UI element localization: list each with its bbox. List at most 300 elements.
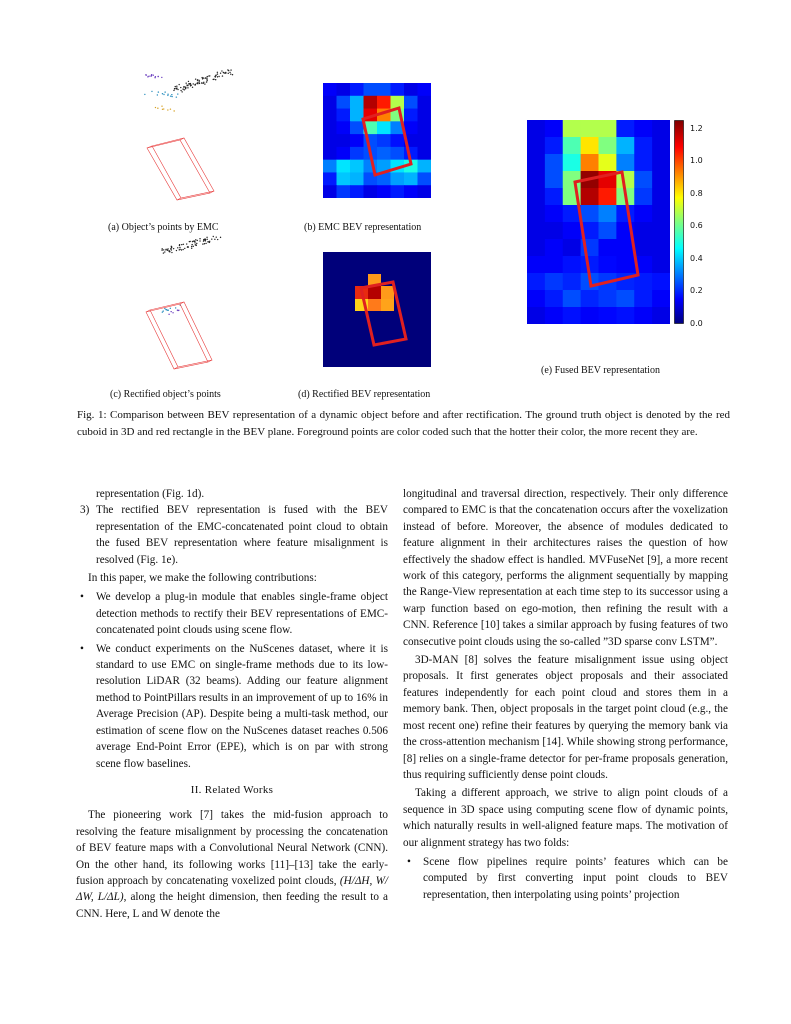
point [188,81,189,82]
heatmap-cell [634,222,652,240]
point [228,73,229,74]
point [176,87,177,88]
point [202,243,203,244]
point [193,83,194,84]
point [163,310,164,311]
point [197,80,198,81]
heatmap-cell [377,96,391,109]
point [172,312,173,313]
heatmap-cell [599,256,617,274]
heatmap-cell [350,160,364,173]
heatmap-cell [634,120,652,138]
heatmap-cell [527,171,545,189]
point [162,109,163,110]
point [157,76,158,77]
heatmap-cell [652,307,670,324]
heatmap-cell [323,147,337,160]
point [158,91,159,92]
heatmap-cell [350,83,364,96]
heatmap-cell [545,239,563,257]
heatmap-cell [337,109,351,122]
point [215,76,216,77]
heatmap-cell [337,172,351,185]
point [162,93,163,94]
point [204,83,205,84]
heatmap-cell [545,290,563,308]
heatmap-cell [323,185,337,198]
heatmap-cell [418,109,432,122]
list-marker: 3) [80,504,90,517]
point [217,72,218,73]
point [207,76,208,77]
heatmap-cell [652,239,670,257]
paragraph: longitudinal and traversal direction, respectively. Their only difference compared to EMC is that the concatenation occurs after the voxelization instead of before. Moreover, the absence of modules dedicated to feature alignment in their architectures raises the question of how effectively the shadow effect is handled. MVFuseNet [9], a more recent work of this category, performs the alignment sequentially by mapping the Range-View representation at each time step to its successor using a warp function based on ego-motion, then refining the result with a CNN. Reference [10] takes a similar approach by fusing features of two consecutive point clouds using the so-called ”3D sparse conv LSTM”. [403,488,728,648]
heatmap-cell [581,120,599,138]
point [191,246,192,247]
point [178,310,179,311]
point [177,309,178,310]
figure-caption: Fig. 1: Comparison between BEV representation of a dynamic object before and after rectification. The ground truth object is denoted by the red cuboid in 3D and red rectangle in the BEV plane. Foreground points are color coded such that the hotter their color, the more recent they are. [77,409,730,438]
point [217,73,218,74]
heatmap-cell [616,154,634,172]
point [179,244,180,245]
heatmap-cell [350,121,364,134]
point [215,75,216,76]
heatmap-cell [418,160,432,173]
heatmap-cell [545,205,563,223]
point [175,86,176,87]
heatmap-cell [364,185,378,198]
point [171,96,172,97]
point [207,239,208,240]
point [221,70,222,71]
figure-c-points [140,232,250,382]
point [191,244,192,245]
heatmap-cell [563,137,581,155]
point [163,94,164,95]
heatmap-cell [545,154,563,172]
heatmap-cell [527,290,545,308]
heatmap-cell [418,83,432,96]
point [206,77,207,78]
heatmap-cell [652,137,670,155]
math-expression: (H/ΔH, W/ΔW, L/ΔL) [76,874,388,904]
heatmap-cell [634,137,652,155]
caption-e: (e) Fused BEV representation [541,365,660,376]
point [176,86,177,87]
point [170,108,171,109]
point [186,243,187,244]
point [155,107,156,108]
heatmap-cell [563,120,581,138]
point [199,238,200,239]
heatmap-cell [581,137,599,155]
point [181,244,182,245]
point [189,241,190,242]
section-heading: II. Related Works [190,783,274,796]
point [204,77,205,78]
caption-b: (b) EMC BEV representation [304,222,422,233]
point [176,250,177,251]
heatmap-cell [652,205,670,223]
heatmap-cell [545,188,563,206]
heatmap-cell [404,96,418,109]
heatmap-cell [545,222,563,240]
point [215,79,216,80]
heatmap-cell [545,120,563,138]
point [197,83,198,84]
point [195,239,196,240]
heatmap-cell [581,307,599,324]
point [208,75,209,76]
point [214,239,215,240]
heatmap-cell [350,96,364,109]
heatmap-cell [581,205,599,223]
heatmap-cell [364,96,378,109]
heatmap-cell [337,147,351,160]
figure-e-bev-heatmap [527,120,670,324]
heatmap-cell [418,147,432,160]
heatmap-cell [377,185,391,198]
figure-a-points [135,60,245,215]
point [218,76,219,77]
heatmap-cell [527,256,545,274]
heatmap-cell [323,121,337,134]
point [185,82,186,83]
point [181,91,182,92]
figure-d-bev-heatmap [323,252,431,367]
heatmap-cell [391,147,405,160]
heatmap-cell [599,239,617,257]
caption-a: (a) Object’s points by EMC [108,222,219,233]
heatmap-cell [634,239,652,257]
point [206,80,207,81]
heatmap-cell [323,160,337,173]
point [170,311,171,312]
point [171,252,172,253]
point [206,237,207,238]
point [203,240,204,241]
point [163,108,164,109]
point [195,78,196,79]
point [188,83,189,84]
point [163,249,164,250]
heatmap-cell [404,83,418,96]
point [216,236,217,237]
heatmap-cell [634,171,652,189]
heatmap-cell [599,290,617,308]
point [206,79,207,80]
point [207,241,208,242]
colorbar-tick: 1.0 [690,156,703,165]
point [164,251,165,252]
heatmap-cell [563,290,581,308]
point [168,310,169,311]
colorbar-tick: 0.8 [690,189,703,198]
point [205,239,206,240]
heatmap-cell [616,256,634,274]
heatmap-cell [563,273,581,291]
bullet-text: Scene flow pipelines require points’ features which can be computed by first converting input point clouds to BEV representation, then interpolating using points’ projection [423,855,728,901]
list-continuation: representation (Fig. 1d). [96,488,205,500]
point [176,96,177,97]
point [199,83,200,84]
point [173,110,174,111]
heatmap-cell [652,290,670,308]
heatmap-cell [418,134,432,147]
heatmap-cell [377,147,391,160]
figure-b-bev-heatmap [323,83,431,198]
point [161,105,162,106]
point [194,84,195,85]
point [185,87,186,88]
colorbar-tick: 0.4 [690,254,703,263]
point [187,85,188,86]
heatmap-cell [545,307,563,324]
point [173,248,174,249]
point [178,84,179,85]
heatmap-cell [616,307,634,324]
point [203,83,204,84]
point [205,243,206,244]
point [194,242,195,243]
point [170,95,171,96]
heatmap-cell [350,185,364,198]
heatmap-cell [652,120,670,138]
heatmap-cell [377,134,391,147]
list-item-3 [76,502,388,568]
heatmap-cell [652,273,670,291]
heatmap-cell [404,185,418,198]
point [144,94,145,95]
heatmap-cell [563,239,581,257]
heatmap-cell [634,154,652,172]
point [182,249,183,250]
point [179,249,180,250]
point [192,241,193,242]
point [148,75,149,76]
contribution-text: We develop a plug-in module that enables single-frame object detection methods to rectify their BEV representations of EMC-concatenated point clouds using scene flow. [96,591,388,637]
heatmap-cell [418,185,432,198]
point [153,75,154,76]
point [164,308,165,309]
point [177,93,178,94]
heatmap-cell [391,172,405,185]
point [194,240,195,241]
heatmap-cell [527,205,545,223]
heatmap-cell [337,185,351,198]
heatmap-cell [563,307,581,324]
point [183,86,184,87]
point [164,91,165,92]
heatmap-cell [350,172,364,185]
point [161,77,162,78]
point [230,69,231,70]
point [161,249,162,250]
point [167,109,168,110]
point [203,77,204,78]
heatmap-cell [581,154,599,172]
point [230,73,231,74]
heatmap-cell [527,137,545,155]
point [199,240,200,241]
point [185,88,186,89]
heatmap-cell [652,171,670,189]
heatmap-cell [634,307,652,324]
heatmap-cell [599,188,617,206]
point [168,314,169,315]
point [157,108,158,109]
paragraph: Taking a different approach, we strive to align point clouds of a sequence in 3D space using computing scene flow of dynamic points, which naturally results in well-aligned feature maps. The motivation of our alignment strategy has two folds: [403,787,728,849]
point [165,249,166,250]
point [163,252,164,253]
heatmap-cell [404,109,418,122]
colorbar-ticks [686,120,716,330]
point [183,244,184,245]
heatmap-cell [323,134,337,147]
heatmap-cell [616,290,634,308]
paragraph: 3D-MAN [8] solves the feature misalignment issue using object proposals. It first generates object proposals and their associated features independently for each point cloud and stores them in a memory bank. Then, object proposals in the target point cloud (e.g., the most recent one) refine their features by querying the memory bank via the cross-attention mechanism [14]. While showing strong performance, [8] relies on a single-frame detector for per-frame proposals generation, thus requiring sufficiently dense point clouds. [403,654,728,781]
point [151,75,152,76]
point [199,81,200,82]
heatmap-cell [581,188,599,206]
heatmap-cell [323,109,337,122]
heatmap-cell [350,147,364,160]
heatmap-cell [337,121,351,134]
heatmap-cell [418,121,432,134]
point [198,80,199,81]
point [166,309,167,310]
point [177,89,178,90]
heatmap-cell [599,154,617,172]
point [197,240,198,241]
caption-c: (c) Rectified object’s points [110,389,221,400]
colorbar-tick: 0.0 [690,319,703,328]
paragraph-text: , along the height dimension, then feeding the result to a CNN. Here, L and W denote the [76,891,388,920]
point [184,89,185,90]
heatmap-cell [634,290,652,308]
point [209,242,210,243]
point [191,248,192,249]
colorbar [674,120,686,324]
heatmap-cell [563,154,581,172]
heatmap-cell [599,120,617,138]
paragraph [76,807,388,922]
point [151,91,152,92]
heatmap-cell [323,83,337,96]
heatmap-cell [545,256,563,274]
point [222,75,223,76]
heatmap-cell [563,256,581,274]
point [196,243,197,244]
point [232,74,233,75]
point [211,238,212,239]
point [161,248,162,249]
heatmap-cell [563,222,581,240]
heatmap-cell [599,205,617,223]
point [146,74,147,75]
point [170,308,171,309]
heatmap-cell [337,96,351,109]
heatmap-cell [364,83,378,96]
point [217,239,218,240]
heatmap-cell [377,83,391,96]
point [193,246,194,247]
contribution-item: • We conduct experiments on the NuScenes dataset, where it is standard to use EMC on single-frame methods due to its low-resolution LiDAR (32 beams). Adding our feature alignment method to PointPillars results in an improvement of up to 16% in Average Precision (AP). Despite being a multi-task method, our estimation of scene flow on the NuScenes dataset reaches 0.506 average End-Point Error (EPE), which is on par with strong scene flow baselines. [80,642,388,770]
point [184,248,185,249]
heatmap-cell [377,121,391,134]
point [227,69,228,70]
heatmap-cell [652,188,670,206]
heatmap-cell [616,120,634,138]
point [171,94,172,95]
point [167,94,168,95]
point [180,90,181,91]
colorbar-tick: 0.6 [690,221,703,230]
colorbar-tick: 1.2 [690,124,703,133]
point [174,88,175,89]
point [182,88,183,89]
heatmap-cell [652,222,670,240]
heatmap-cell [527,188,545,206]
point [205,240,206,241]
heatmap-cell [337,160,351,173]
point [170,248,171,249]
point [191,84,192,85]
left-column [76,486,388,922]
heatmap-cell [634,205,652,223]
heatmap-cell [652,154,670,172]
heatmap-cell [599,137,617,155]
point [173,90,174,91]
heatmap-cell [527,154,545,172]
heatmap-cell [337,83,351,96]
paragraph-text: The pioneering work [7] takes the mid-fusion approach to resolving the feature misalignment by processing the concatenation of BEV feature maps with a Convolutional Neural Network (CNN). On the other hand, its following works [11]–[13] take the early-fusion approach by concatenating voxelized point clouds, [76,809,388,887]
heatmap-cell [418,96,432,109]
point [180,87,181,88]
point [204,243,205,244]
point [229,72,230,73]
heatmap-cell [652,256,670,274]
bullet-item: • Scene flow pipelines require points’ features which can be computed by first converting input point clouds to BEV representation, then interpolating using points’ projection [407,855,728,901]
heatmap-cell [527,239,545,257]
heatmap-cell [391,185,405,198]
heatmap-cell [616,137,634,155]
heatmap-cell [404,172,418,185]
point [167,95,168,96]
heatmap-cell [337,134,351,147]
contribution-text: We conduct experiments on the NuScenes dataset, where it is standard to use EMC on single-frame methods due to its low-resolution LiDAR (32 beams). Adding our feature alignment method to PointPillars results in an improvement of up to 16% in Average Precision (AP). Despite being a multi-task method, our estimation of scene flow on the NuScenes dataset reaches 0.506 average End-Point Error (EPE), which is on par with strong scene flow baselines. [96,642,388,770]
right-column [403,486,728,903]
point [175,307,176,308]
caption-d: (d) Rectified BEV representation [298,389,431,400]
heatmap-cell [350,134,364,147]
colorbar-tick: 0.2 [690,286,703,295]
heatmap-cell [599,307,617,324]
point [169,251,170,252]
heatmap-cell [391,134,405,147]
point [187,87,188,88]
point [206,81,207,82]
point [192,87,193,88]
heatmap-cell [634,188,652,206]
heatmap-cell [527,273,545,291]
heatmap-cell [323,96,337,109]
heatmap-cell [404,121,418,134]
point [177,247,178,248]
heatmap-cell [545,171,563,189]
point [220,237,221,238]
